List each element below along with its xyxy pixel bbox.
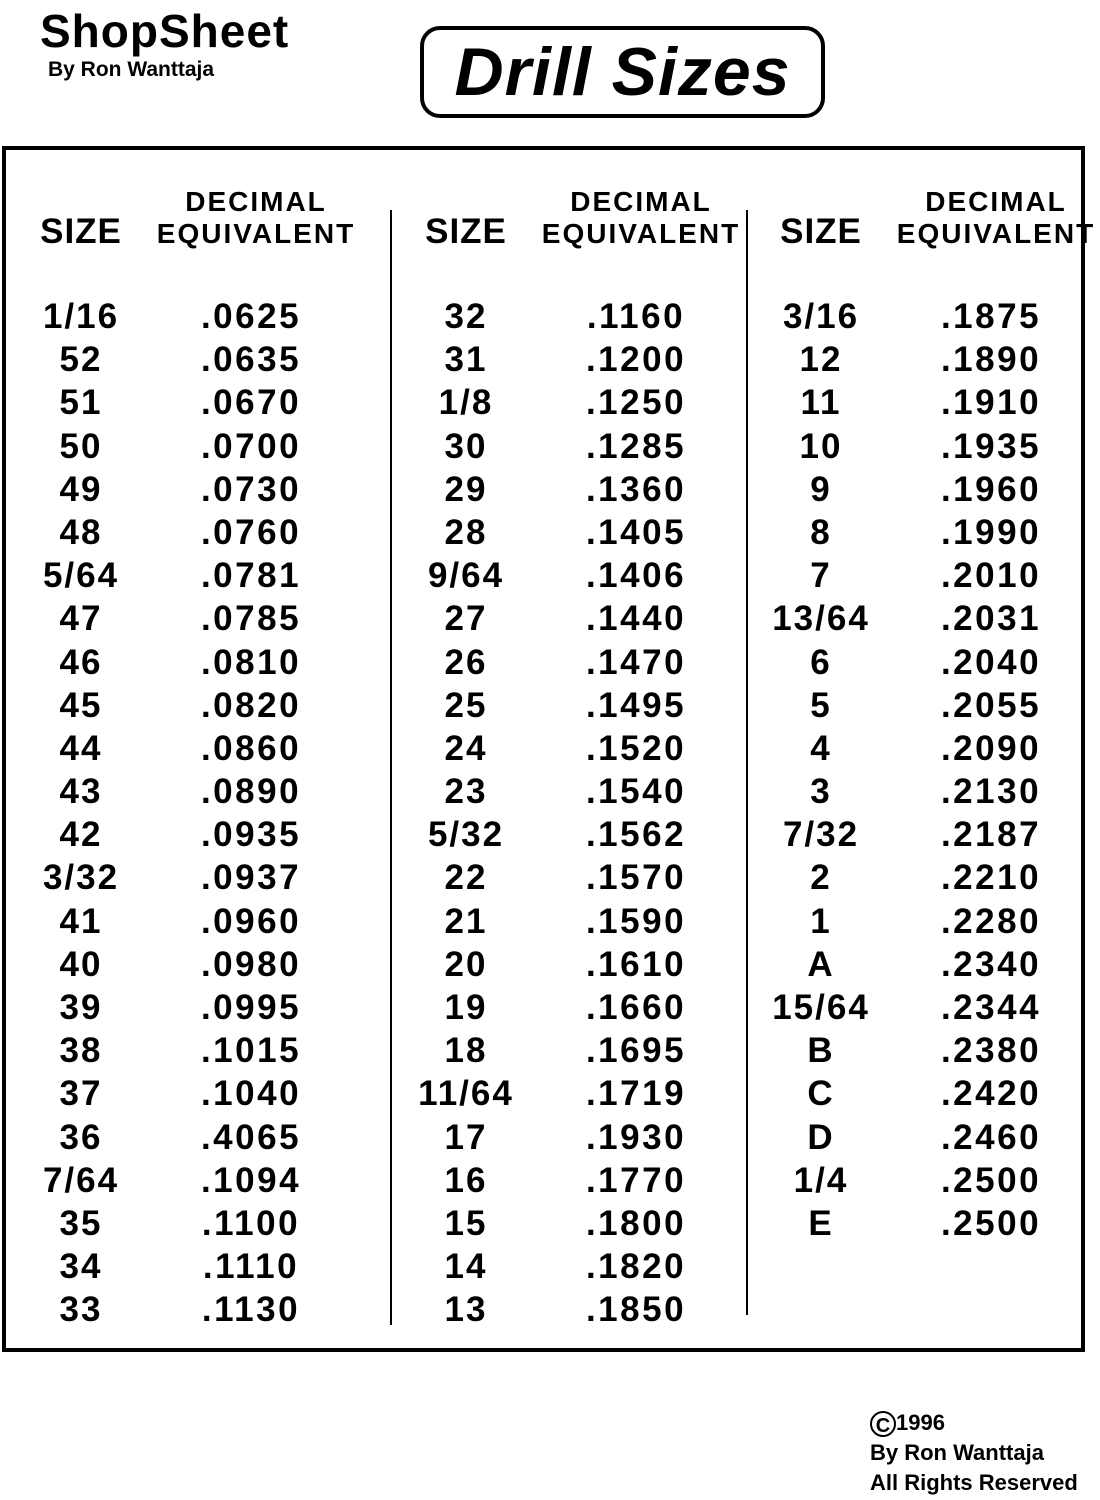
drill-size-cell: 24	[444, 728, 488, 768]
table-row	[391, 468, 746, 511]
decimal-equivalent-cell: .2460	[940, 1117, 1042, 1157]
decimal-header	[151, 186, 361, 250]
decimal-equivalent-cell: .1015	[200, 1031, 302, 1071]
decimal-equivalent-cell: .1100	[201, 1203, 301, 1243]
table-rows	[391, 295, 746, 1332]
table-row	[6, 943, 361, 986]
decimal-equivalent-cell: .1470	[585, 642, 687, 682]
copyright-block	[870, 1408, 1078, 1498]
decimal-equivalent-cell: .0820	[200, 685, 302, 725]
table-row	[6, 770, 361, 813]
drill-size-cell: 34	[59, 1247, 103, 1287]
table-row	[746, 684, 1100, 727]
drill-size-cell: 4	[810, 728, 832, 768]
table-row	[391, 900, 746, 943]
drill-size-cell: 7/32	[782, 815, 860, 855]
table-row	[746, 1202, 1100, 1245]
copyright-year: 1996	[896, 1410, 945, 1435]
table-row	[6, 295, 361, 338]
decimal-equivalent-cell: .1570	[585, 858, 687, 898]
drill-size-cell: D	[807, 1117, 835, 1157]
decimal-equivalent-cell: .2187	[940, 815, 1042, 855]
decimal-equivalent-cell: .1820	[585, 1247, 687, 1287]
table-row	[746, 727, 1100, 770]
drill-size-cell: 28	[444, 512, 488, 552]
table-row	[6, 381, 361, 424]
table-row	[6, 1029, 361, 1072]
table-row	[6, 856, 361, 899]
table-row	[6, 425, 361, 468]
drill-size-cell: 39	[59, 988, 103, 1027]
decimal-equivalent-cell: .0700	[200, 426, 302, 466]
table-row	[391, 1288, 746, 1331]
decimal-equivalent-cell: .0730	[200, 469, 302, 509]
table-row	[391, 554, 746, 597]
drill-size-cell: 26	[444, 642, 488, 682]
drill-size-cell: 47	[59, 599, 103, 639]
table-row	[6, 597, 361, 640]
drill-size-cell: 15/64	[772, 988, 870, 1027]
drill-size-cell: 13/64	[772, 599, 870, 639]
drill-size-cell: 18	[444, 1031, 488, 1071]
decimal-equivalent-cell: .1935	[940, 426, 1042, 466]
decimal-header-line2: EQUIVALENT	[156, 218, 356, 249]
drill-size-cell: 15	[444, 1203, 488, 1243]
table-row	[746, 511, 1100, 554]
decimal-equivalent-cell: .0960	[200, 901, 302, 941]
drill-size-cell: 1	[810, 901, 832, 941]
table-row	[6, 1159, 361, 1202]
size-header: SIZE	[425, 212, 507, 251]
table-row	[391, 770, 746, 813]
decimal-header	[536, 186, 746, 250]
decimal-equivalent-cell: .1540	[585, 772, 687, 812]
decimal-equivalent-cell: .0890	[200, 772, 302, 812]
size-header: SIZE	[780, 212, 862, 251]
brand-block	[40, 4, 289, 82]
table-row	[6, 986, 361, 1029]
decimal-equivalent-cell: .1250	[585, 383, 687, 423]
drill-size-cell: 12	[799, 340, 843, 380]
decimal-equivalent-cell: .1719	[585, 1074, 687, 1114]
decimal-equivalent-cell: .1770	[585, 1160, 687, 1200]
drill-size-cell: 37	[59, 1074, 103, 1114]
table-row	[391, 986, 746, 1029]
column-header	[746, 186, 1100, 256]
table-row	[391, 856, 746, 899]
decimal-equivalent-cell: .2380	[940, 1031, 1042, 1071]
table-row	[391, 511, 746, 554]
drill-size-cell: 35	[59, 1203, 103, 1243]
drill-size-cell: 32	[444, 297, 488, 336]
drill-size-cell: 1/4	[793, 1160, 849, 1200]
title-box	[420, 26, 825, 118]
decimal-equivalent-cell: .0625	[200, 297, 302, 336]
decimal-header-line1: DECIMAL	[185, 186, 327, 217]
drill-size-cell: 16	[444, 1160, 488, 1200]
drill-size-cell: 43	[59, 772, 103, 812]
drill-size-cell: 11	[800, 383, 842, 423]
decimal-equivalent-cell: .0760	[200, 512, 302, 552]
drill-size-cell: 7/64	[42, 1160, 120, 1200]
decimal-equivalent-cell: .2055	[940, 685, 1042, 725]
table-row	[6, 727, 361, 770]
copyright-line	[870, 1408, 1078, 1438]
table-rows	[746, 295, 1100, 1245]
brand-title: ShopSheet	[40, 5, 290, 57]
decimal-equivalent-cell: .0980	[200, 944, 302, 984]
decimal-equivalent-cell: .1890	[940, 340, 1042, 380]
table-row	[6, 338, 361, 381]
table-row	[391, 943, 746, 986]
table-row	[391, 1116, 746, 1159]
drill-size-cell: 5/32	[427, 815, 505, 855]
decimal-equivalent-cell: .0670	[200, 383, 302, 423]
drill-size-cell: 49	[59, 469, 103, 509]
decimal-equivalent-cell: .1930	[585, 1117, 687, 1157]
table-row	[746, 770, 1100, 813]
decimal-equivalent-cell: .1040	[200, 1074, 302, 1114]
table-row	[6, 1288, 361, 1331]
drill-size-cell: 17	[444, 1117, 488, 1157]
drill-size-cell: 3/32	[42, 858, 120, 898]
drill-size-cell: 31	[444, 340, 488, 380]
decimal-header-line1: DECIMAL	[570, 186, 712, 217]
decimal-equivalent-cell: .1610	[585, 944, 687, 984]
table-row	[391, 597, 746, 640]
table-row	[746, 1116, 1100, 1159]
decimal-equivalent-cell: .1495	[585, 685, 687, 725]
table-row	[746, 1072, 1100, 1115]
decimal-equivalent-cell: .2420	[940, 1074, 1042, 1114]
drill-size-cell: 2	[810, 858, 832, 898]
drill-size-cell: 5	[810, 685, 832, 725]
copyright-rights: All Rights Reserved	[870, 1470, 1078, 1495]
decimal-equivalent-cell: .2280	[940, 901, 1042, 941]
table-row	[6, 554, 361, 597]
drill-size-cell: 7	[810, 556, 832, 596]
table-row	[6, 1245, 361, 1288]
table-row	[6, 1202, 361, 1245]
decimal-equivalent-cell: .1562	[585, 815, 687, 855]
drill-size-cell: 6	[810, 642, 832, 682]
decimal-equivalent-cell: .1200	[585, 340, 687, 380]
drill-size-cell: 41	[59, 901, 103, 941]
decimal-equivalent-cell: .1850	[585, 1290, 687, 1330]
table-row	[746, 338, 1100, 381]
drill-size-cell: 27	[444, 599, 488, 639]
decimal-header-line2: EQUIVALENT	[541, 218, 741, 249]
table-row	[391, 295, 746, 338]
decimal-equivalent-cell: .2340	[940, 944, 1042, 984]
decimal-equivalent-cell: .1660	[585, 988, 687, 1027]
drill-size-cell: 19	[444, 988, 488, 1027]
drill-size-cell: E	[808, 1203, 834, 1243]
drill-size-cell: 14	[444, 1247, 488, 1287]
decimal-equivalent-cell: .0935	[200, 815, 302, 855]
table-row	[6, 900, 361, 943]
table-row	[746, 381, 1100, 424]
drill-size-cell: 42	[59, 815, 103, 855]
drill-size-cell: 50	[59, 426, 103, 466]
drill-size-cell: 1/8	[438, 383, 494, 423]
drill-size-cell: C	[807, 1074, 835, 1114]
drill-size-cell: 52	[59, 340, 103, 380]
table-row	[746, 554, 1100, 597]
table-row	[6, 511, 361, 554]
drill-size-cell: 51	[59, 383, 103, 423]
decimal-equivalent-cell: .1285	[585, 426, 687, 466]
table-row	[746, 425, 1100, 468]
decimal-equivalent-cell: .1520	[585, 728, 687, 768]
table-row	[391, 338, 746, 381]
drill-size-cell: 5/64	[42, 556, 120, 596]
decimal-equivalent-cell: .1405	[585, 512, 687, 552]
drill-size-cell: 25	[444, 685, 488, 725]
drill-size-cell: 48	[59, 512, 103, 552]
decimal-equivalent-cell: .2090	[940, 728, 1042, 768]
drill-size-cell: 13	[444, 1290, 488, 1330]
column-header	[6, 186, 361, 256]
table-row	[6, 1072, 361, 1115]
table-row	[391, 813, 746, 856]
decimal-equivalent-cell: .4065	[200, 1117, 302, 1157]
decimal-header-line1: DECIMAL	[925, 186, 1067, 217]
page-title: Drill Sizes	[454, 34, 791, 110]
table-row	[746, 986, 1100, 1029]
decimal-equivalent-cell: .2344	[940, 988, 1042, 1027]
decimal-equivalent-cell: .1910	[940, 383, 1042, 423]
drill-size-cell: 38	[59, 1031, 103, 1071]
drill-size-cell: 46	[59, 642, 103, 682]
table-row	[391, 1072, 746, 1115]
drill-size-cell: 3	[810, 772, 832, 812]
decimal-equivalent-cell: .1360	[585, 469, 687, 509]
table-row	[746, 1159, 1100, 1202]
drill-size-cell: 22	[444, 858, 488, 898]
decimal-equivalent-cell: .0781	[200, 556, 302, 596]
decimal-equivalent-cell: .0860	[200, 728, 302, 768]
brand-byline: By Ron Wanttaja	[48, 58, 215, 81]
drill-size-cell: 11/64	[418, 1074, 514, 1114]
table-row	[6, 1116, 361, 1159]
drill-size-cell: A	[807, 944, 835, 984]
decimal-header-line2: EQUIVALENT	[896, 218, 1096, 249]
drill-size-cell: 1/16	[42, 297, 120, 336]
table-row	[6, 813, 361, 856]
table-row	[746, 813, 1100, 856]
drill-size-cell: 33	[59, 1290, 103, 1330]
decimal-equivalent-cell: .2130	[940, 772, 1042, 812]
drill-size-cell: 45	[59, 685, 103, 725]
decimal-equivalent-cell: .1160	[586, 297, 686, 336]
table-row	[746, 900, 1100, 943]
decimal-equivalent-cell: .0937	[200, 858, 302, 898]
drill-size-cell: 44	[59, 728, 103, 768]
table-row	[391, 1159, 746, 1202]
table-row	[391, 1202, 746, 1245]
table-row	[391, 1245, 746, 1288]
decimal-equivalent-cell: .0810	[200, 642, 302, 682]
table-row	[746, 295, 1100, 338]
drill-size-cell: 36	[59, 1117, 103, 1157]
decimal-equivalent-cell: .1990	[940, 512, 1042, 552]
table-row	[6, 468, 361, 511]
table-row	[391, 425, 746, 468]
drill-size-cell: 9	[810, 469, 832, 509]
column-header	[391, 186, 746, 256]
drill-size-cell: 21	[444, 901, 488, 941]
table-row	[391, 1029, 746, 1072]
table-row	[6, 641, 361, 684]
table-row	[391, 727, 746, 770]
drill-size-cell: 10	[799, 426, 843, 466]
decimal-equivalent-cell: .2500	[940, 1160, 1042, 1200]
table-row	[746, 468, 1100, 511]
copyright-icon: C	[870, 1411, 896, 1437]
table-row	[746, 1029, 1100, 1072]
drill-size-cell: 9/64	[427, 556, 505, 596]
decimal-equivalent-cell: .0635	[200, 340, 302, 380]
drill-table-frame	[2, 146, 1096, 1352]
size-header: SIZE	[40, 212, 122, 251]
drill-size-cell: 30	[444, 426, 488, 466]
decimal-equivalent-cell: .2031	[940, 599, 1042, 639]
decimal-equivalent-cell: .1440	[585, 599, 687, 639]
decimal-equivalent-cell: .2210	[940, 858, 1042, 898]
table-row	[6, 684, 361, 727]
table-row	[746, 597, 1100, 640]
decimal-equivalent-cell: .1406	[585, 556, 687, 596]
drill-size-cell: 23	[444, 772, 488, 812]
table-row	[746, 641, 1100, 684]
drill-size-cell: 3/16	[782, 297, 860, 336]
copyright-author: By Ron Wanttaja	[870, 1440, 1044, 1465]
table-rows	[6, 295, 361, 1332]
drill-size-cell: 8	[810, 512, 832, 552]
decimal-equivalent-cell: .1094	[200, 1160, 302, 1200]
decimal-equivalent-cell: .1695	[585, 1031, 687, 1071]
drill-size-cell: 20	[444, 944, 488, 984]
decimal-equivalent-cell: .1800	[585, 1203, 687, 1243]
table-row	[746, 856, 1100, 899]
table-row	[391, 684, 746, 727]
table-row	[391, 381, 746, 424]
drill-size-cell: 40	[59, 944, 103, 984]
table-row	[746, 943, 1100, 986]
decimal-equivalent-cell: .2010	[940, 556, 1042, 596]
decimal-equivalent-cell: .0995	[200, 988, 302, 1027]
drill-size-cell: 29	[444, 469, 488, 509]
decimal-equivalent-cell: .1960	[940, 469, 1042, 509]
decimal-equivalent-cell: .1130	[201, 1290, 301, 1330]
decimal-equivalent-cell: .2040	[940, 642, 1042, 682]
decimal-equivalent-cell: .1110	[202, 1247, 300, 1287]
decimal-equivalent-cell: .2500	[940, 1203, 1042, 1243]
decimal-equivalent-cell: .1590	[585, 901, 687, 941]
decimal-equivalent-cell: .0785	[200, 599, 302, 639]
decimal-header	[891, 186, 1100, 250]
table-row	[391, 641, 746, 684]
drill-size-cell: B	[807, 1031, 835, 1071]
decimal-equivalent-cell: .1875	[940, 297, 1042, 336]
